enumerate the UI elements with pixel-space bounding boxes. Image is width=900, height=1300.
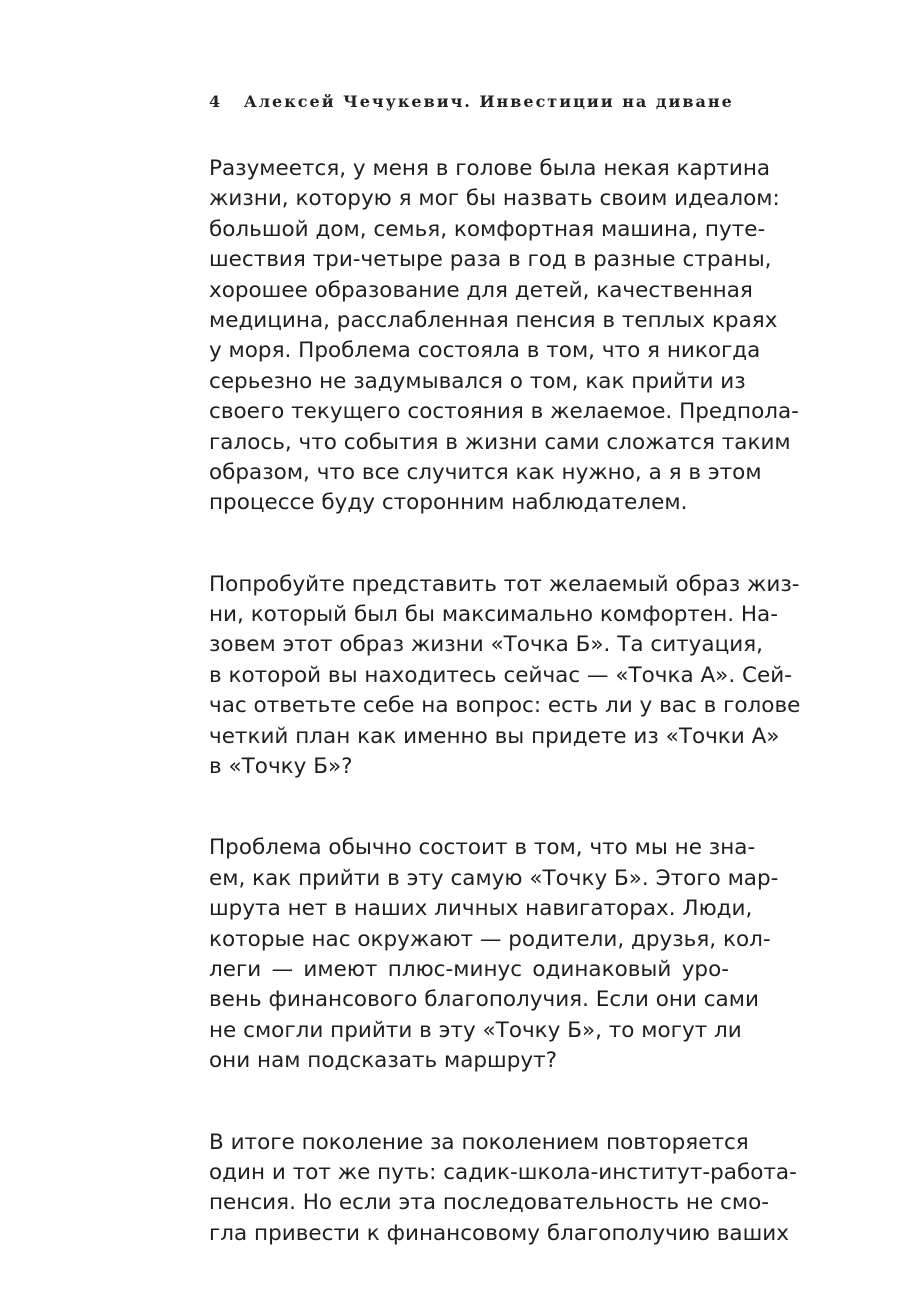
text-line: Проблема обычно состоит в том, что мы не зна- — [209, 835, 756, 861]
text-line: гла привести к финансовому благополучию ваших — [209, 1220, 789, 1246]
paragraph — [209, 154, 799, 519]
body-text — [209, 154, 801, 1300]
text-line: у моря. Проблема состояла в том, что я никогда — [209, 338, 761, 364]
text-line: пенсия. Но если эта последовательность не смо- — [209, 1190, 769, 1216]
text-line: шрута нет в наших личных навигаторах. Люди, — [209, 896, 753, 922]
text-line: которые нас окружают — родители, друзья, кол- — [209, 926, 771, 952]
running-header-title: Алексей Чечукевич. Инвестиции на диване — [243, 92, 734, 111]
text-line: большой дом, семья, комфортная машина, путе- — [209, 216, 766, 242]
text-line: один и тот же путь: садик-школа-институт-работа- — [209, 1159, 797, 1185]
text-line: они нам подсказать маршрут? — [209, 1048, 558, 1074]
text-line: жизни, которую я мог бы назвать своим идеалом: — [209, 186, 780, 212]
text-line: час ответьте себе на вопрос: есть ли у вас в голове — [209, 693, 801, 719]
page-number: 4 — [209, 92, 223, 111]
text-line: в которой вы находитесь сейчас — «Точка А». Сей- — [209, 662, 792, 688]
text-line: ем, как прийти в эту самую «Точку Б». Этого мар- — [209, 865, 779, 891]
text-line: галось, что события в жизни сами сложатся таким — [209, 429, 791, 455]
text-line: зовем этот образ жизни «Точка Б». Та ситуация, — [209, 632, 763, 658]
text-line: процессе буду сторонним наблюдателем. — [209, 490, 688, 516]
text-line: четкий план как именно вы придете из «Точки А» — [209, 723, 780, 749]
text-line: вень финансового благополучия. Если они сами — [209, 987, 759, 1013]
running-header — [209, 90, 734, 114]
paragraph — [209, 833, 779, 1076]
text-line: шествия три-четыре раза в год в разные страны, — [209, 247, 772, 273]
paragraph — [209, 570, 801, 783]
text-line: Попробуйте представить тот желаемый образ жиз- — [209, 571, 800, 597]
text-line: своего текущего состояния в желаемое. Предпола- — [209, 399, 799, 425]
text-line: леги — имеют плюс-минус одинаковый уро- — [209, 956, 729, 982]
text-line: в «Точку Б»? — [209, 754, 353, 780]
text-line: Разумеется, у меня в голове была некая картина — [209, 156, 771, 181]
text-line: серьезно не задумывался о том, как прийти из — [209, 368, 746, 394]
text-line: образом, что все случится как нужно, а я в этом — [209, 459, 762, 485]
paragraph — [209, 1128, 797, 1250]
text-line: не смогли прийти в эту «Точку Б», то могут ли — [209, 1017, 742, 1043]
text-line: медицина, расслабленная пенсия в теплых краях — [209, 307, 778, 333]
text-line: В итоге поколение за поколением повторяется — [209, 1129, 749, 1155]
text-line: ни, который был бы максимально комфортен. На- — [209, 602, 778, 628]
text-line: хорошее образование для детей, качественная — [209, 277, 753, 303]
